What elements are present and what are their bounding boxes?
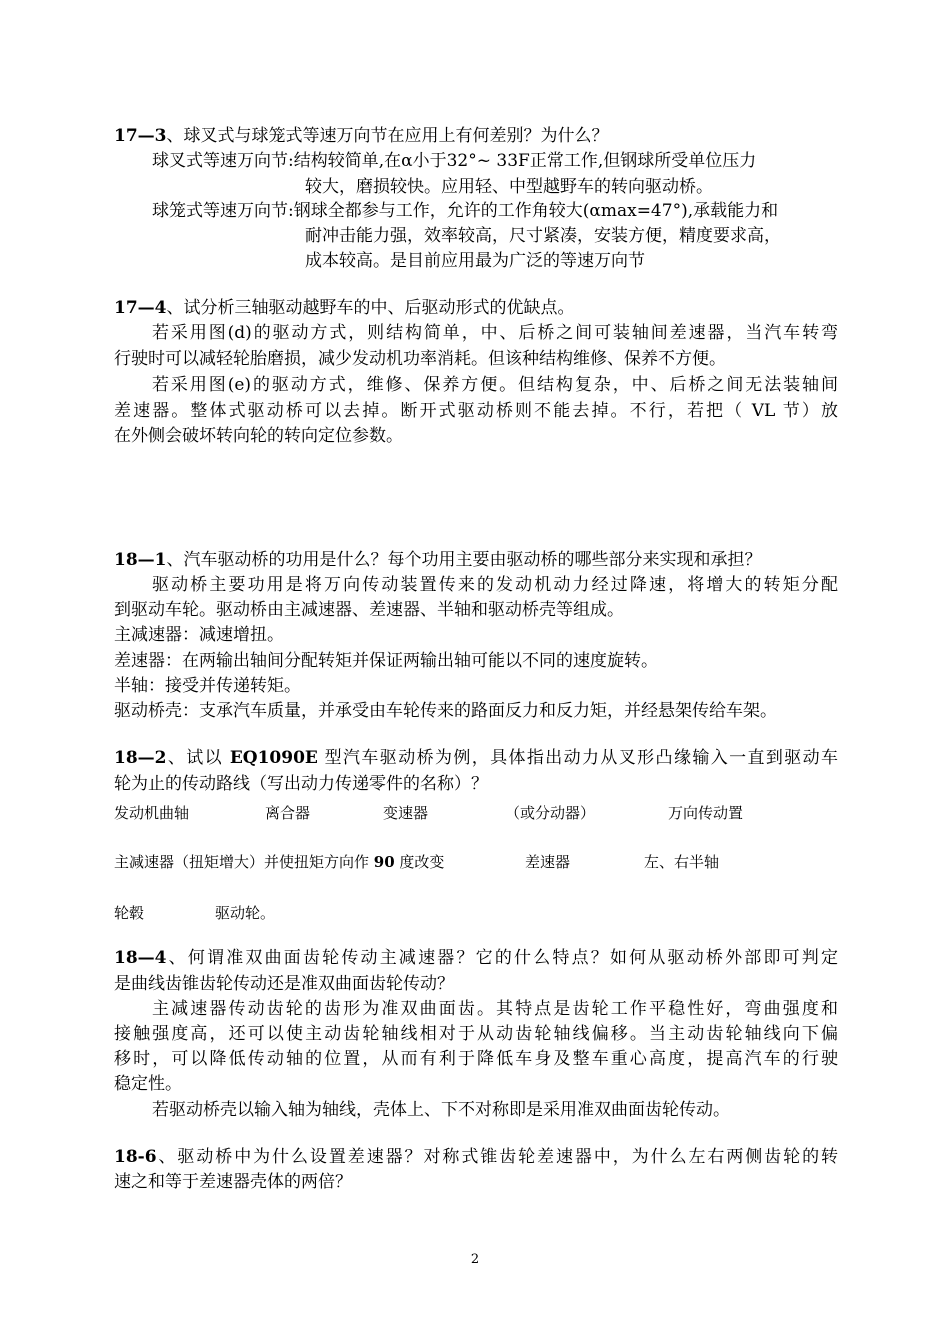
path-text-a: 主减速器（扭矩增大）并使扭矩方向作	[114, 853, 374, 871]
question-text: 、试分析三轴驱动越野车的中、后驱动形式的优缺点。	[166, 298, 575, 318]
page-number: 2	[470, 1252, 480, 1267]
path-item: 驱动轮。	[215, 904, 276, 922]
path-item: 离合器	[265, 804, 311, 822]
ball-fork-line-1	[152, 150, 756, 172]
question-text: 、球叉式与球笼式等速万向节在应用上有何差别？为什么？	[166, 126, 609, 146]
question-number: 17—3	[114, 126, 167, 146]
question-number: 18—1	[114, 550, 167, 570]
answer-line: 移时，可以降低传动轴的位置，从而有利于降低车身及整车重心高度，提高汽车的行驶	[114, 1049, 838, 1069]
question-text: 、汽车驱动桥的功用是什么？每个功用主要由驱动桥的哪些部分来实现和承担？	[166, 550, 762, 570]
path-item: 左、右半轴	[644, 853, 720, 871]
ball-cage-line-1	[152, 200, 778, 222]
answer-line: 差速器。整体式驱动桥可以去掉。断开式驱动桥则不能去掉。不行，若把（ VL 节）放	[114, 401, 838, 421]
path-item: 发动机曲轴	[114, 804, 190, 822]
path-item: 轮毂	[114, 904, 145, 922]
question-18-4	[114, 947, 838, 969]
question-number: 18—4	[114, 948, 167, 968]
ball-cage-line-3: 成本较高。是目前应用最为广泛的等速万向节	[305, 251, 645, 271]
question-18-1	[114, 549, 762, 571]
ball-fork-label: 球叉式等速万向节:	[152, 151, 294, 171]
question-text: 、驱动桥中为什么设置差速器？对称式锥齿轮差速器中，为什么左右两侧齿轮的转	[156, 1147, 838, 1167]
question-text: 、何谓准双曲面齿轮传动主减速器？它的什么特点？如何从驱动桥外部即可判定	[166, 948, 838, 968]
answer-line: 主减速器：减速增扭。	[114, 625, 284, 645]
question-18-6	[114, 1146, 838, 1168]
question-18-2-line-2: 轮为止的传动路线（写出动力传递零件的名称）？	[114, 774, 488, 794]
question-17-3	[114, 125, 609, 147]
question-17-4	[114, 297, 575, 319]
answer-line: 差速器：在两输出轴间分配转矩并保证两输出轴可能以不同的速度旋转。	[114, 651, 658, 671]
question-number: 18—2	[114, 748, 167, 768]
question-text-a: 、试以	[166, 748, 230, 768]
question-number: 18-6	[114, 1147, 157, 1167]
vehicle-model: EQ1090E	[229, 748, 318, 768]
question-number: 17—4	[114, 298, 167, 318]
answer-line: 半轴：接受并传递转矩。	[114, 676, 301, 696]
ball-cage-label: 球笼式等速万向节:	[152, 201, 294, 221]
answer-line: 行驶时可以减轻轮胎磨损，减少发动机功率消耗。但该种结构维修、保养不方便。	[114, 349, 726, 369]
ball-cage-text-1: 钢球全都参与工作，允许的工作角较大(αmax=47°),承载能力和	[293, 201, 779, 221]
ball-fork-line-2: 较大，磨损较快。应用轻、中型越野车的转向驱动桥。	[305, 177, 713, 197]
answer-line: 若采用图(d)的驱动方式，则结构简单，中、后桥之间可装轴间差速器，当汽车转弯	[152, 323, 838, 343]
answer-line: 主减速器传动齿轮的齿形为准双曲面齿。其特点是齿轮工作平稳性好，弯曲强度和	[152, 999, 838, 1019]
path-text-b: 度改变	[394, 853, 445, 871]
question-text-b: 型汽车驱动桥为例，具体指出动力从叉形凸缘输入一直到驱动车	[317, 748, 839, 768]
path-item: 万向传动置	[668, 804, 744, 822]
answer-line: 到驱动车轮。驱动桥由主减速器、差速器、半轴和驱动桥壳等组成。	[114, 600, 624, 620]
answer-line: 接触强度高，还可以使主动齿轮轴线相对于从动齿轮轴线偏移。当主动齿轮轴线向下偏	[114, 1024, 838, 1044]
answer-line: 在外侧会破坏转向轮的转向定位参数。	[114, 426, 403, 446]
ball-cage-line-2: 耐冲击能力强，效率较高，尺寸紧凑，安装方便，精度要求高，	[305, 226, 781, 246]
ball-fork-text-1: 结构较简单,在α小于32°~ 33F正常工作,但钢球所受单位压力	[293, 151, 757, 171]
answer-line: 稳定性。	[114, 1074, 182, 1094]
path-item: （或分动器）	[505, 804, 596, 822]
path-item: 变速器	[383, 804, 429, 822]
answer-line: 驱动桥壳：支承汽车质量，并承受由车轮传来的路面反力和反力矩，并经悬架传给车架。	[114, 701, 777, 721]
path-number: 90	[373, 853, 395, 871]
path-item	[114, 851, 444, 873]
question-18-2	[114, 747, 838, 769]
answer-line: 驱动桥主要功用是将万向传动装置传来的发动机动力经过降速，将增大的转矩分配	[152, 575, 838, 595]
answer-line: 若采用图(e)的驱动方式，维修、保养方便。但结构复杂，中、后桥之间无法装轴间	[152, 375, 838, 395]
path-item: 差速器	[525, 853, 571, 871]
question-18-6-line-2: 速之和等于差速器壳体的两倍？	[114, 1172, 352, 1192]
question-18-4-line-2: 是曲线齿锥齿轮传动还是准双曲面齿轮传动？	[114, 974, 454, 994]
answer-line: 若驱动桥壳以输入轴为轴线，壳体上、下不对称即是采用准双曲面齿轮传动。	[152, 1100, 730, 1120]
